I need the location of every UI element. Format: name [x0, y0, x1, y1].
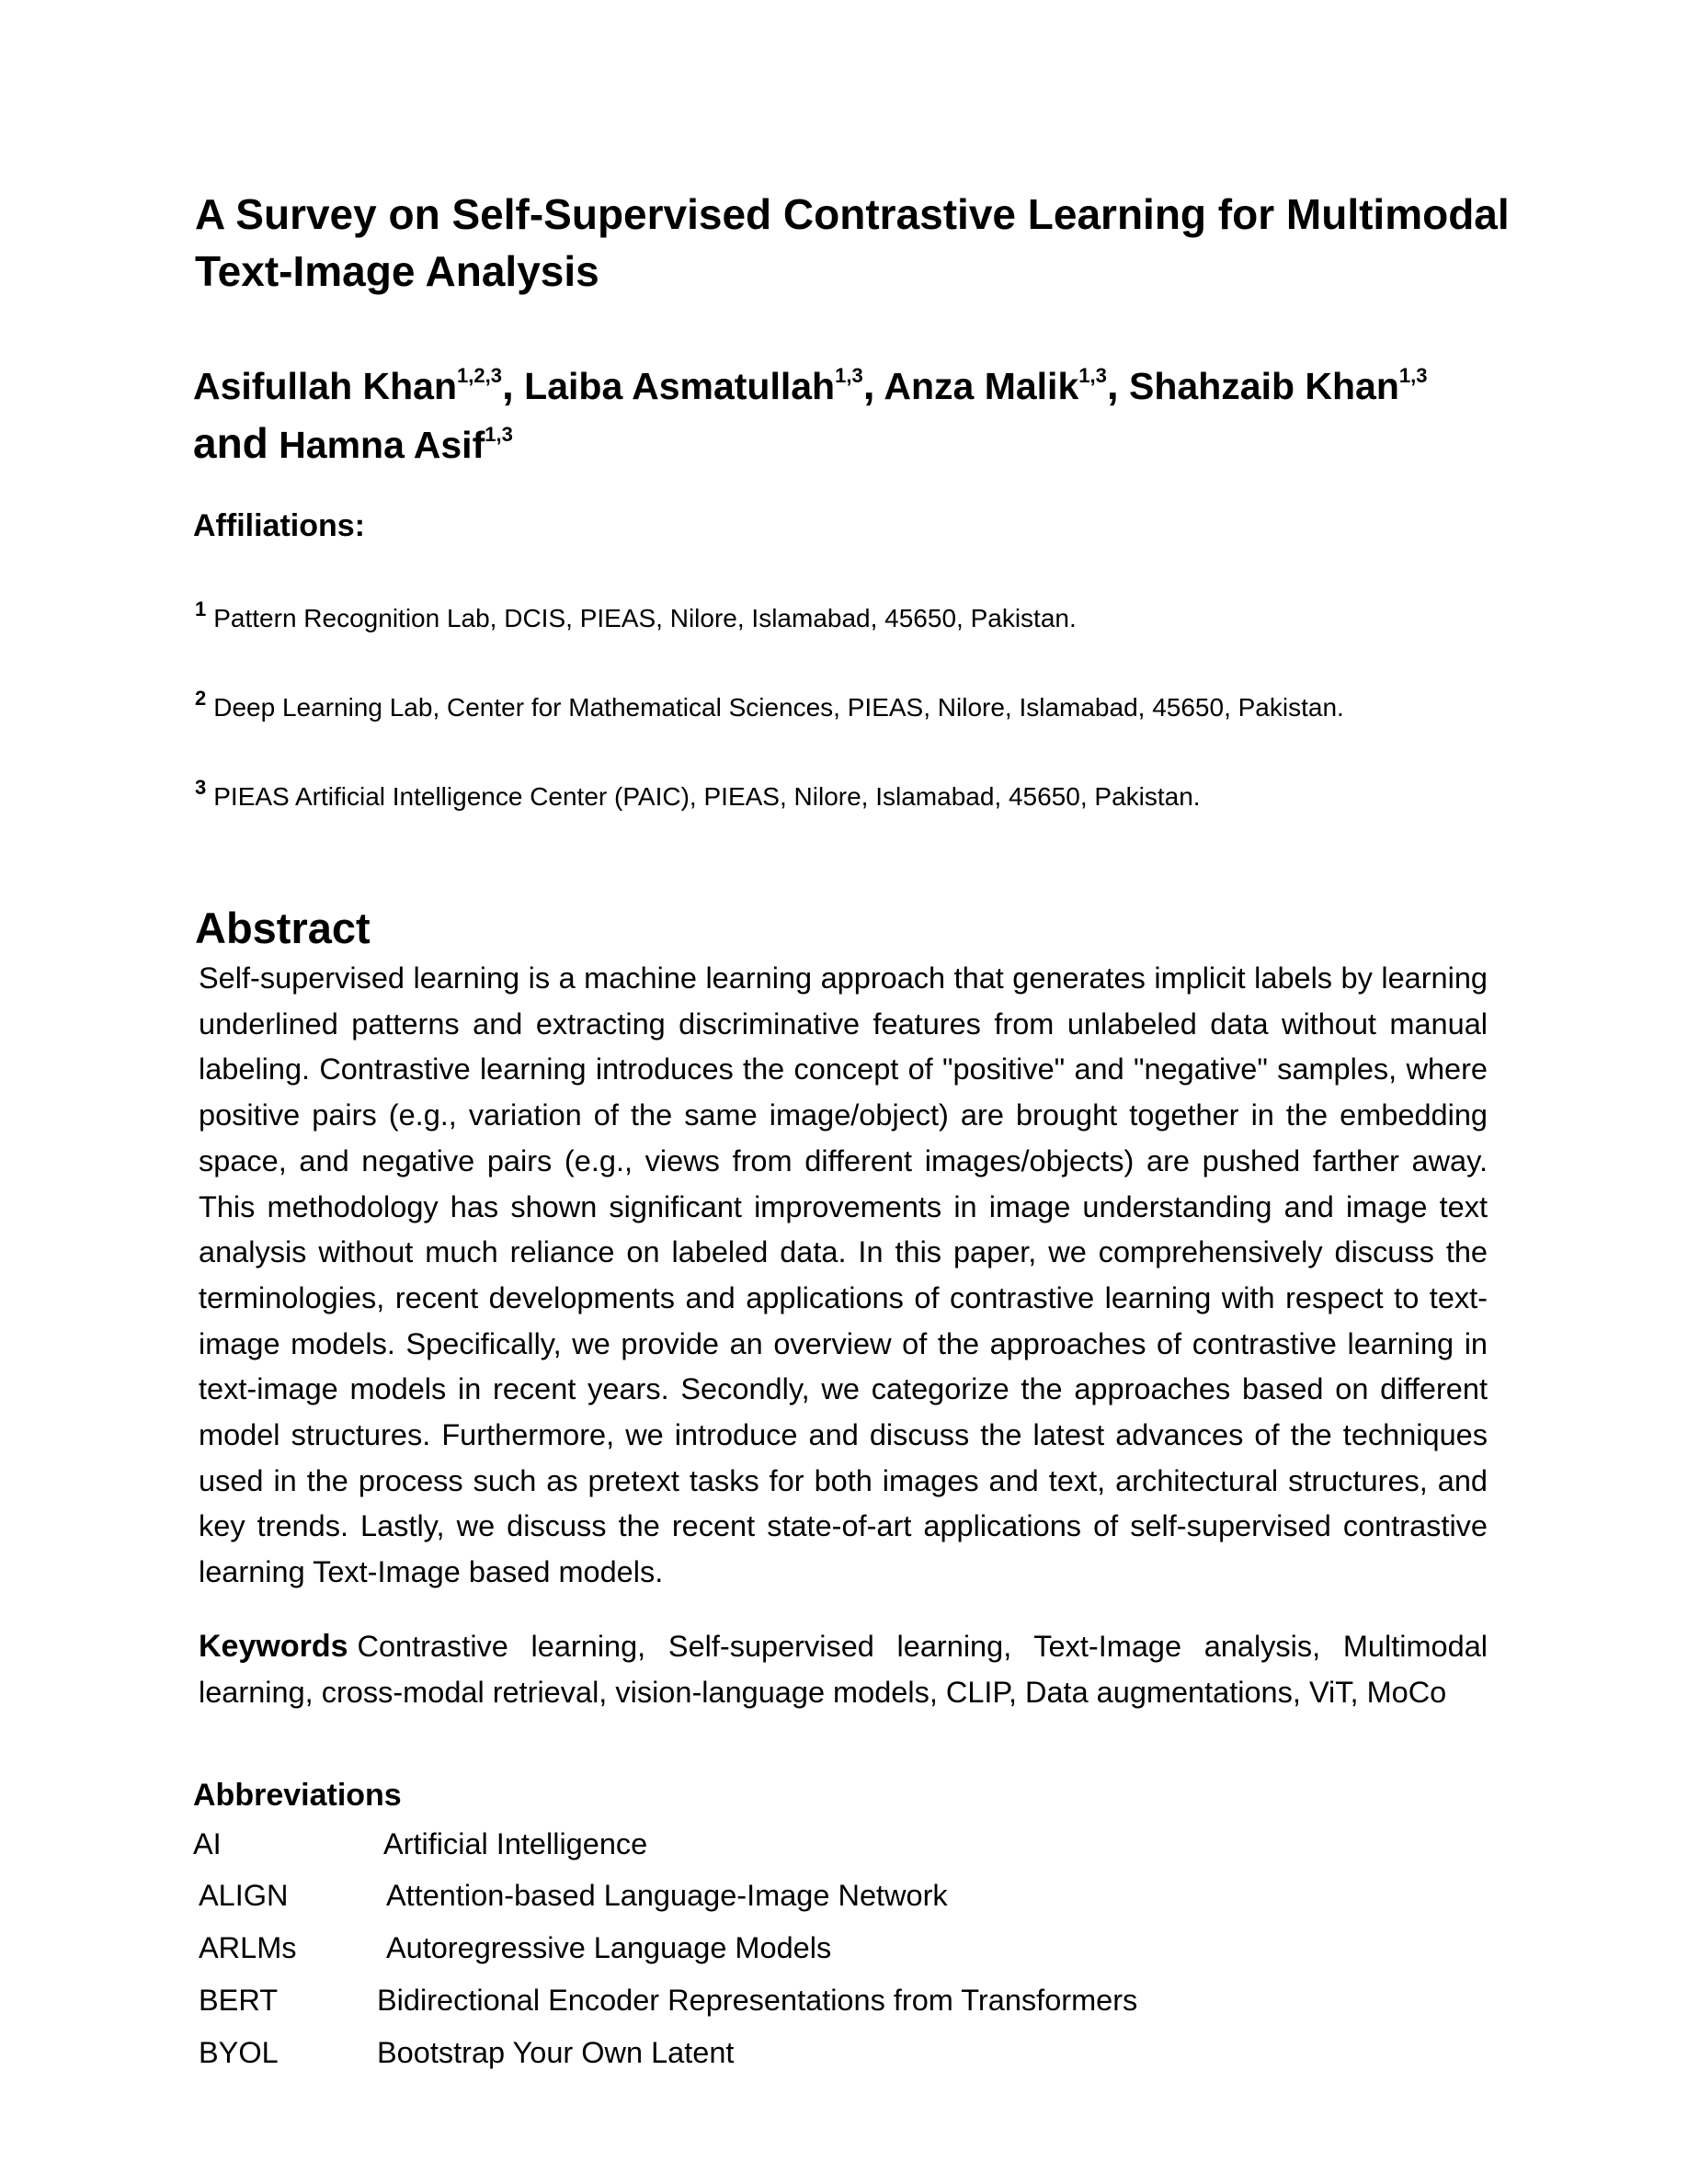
abbreviation-term: BYOL — [199, 2036, 279, 2069]
abbreviation-definition: Attention-based Language-Image Network — [386, 1879, 948, 1912]
author-separator: , — [1106, 360, 1119, 408]
author-name: Shahzaib Khan — [1129, 365, 1399, 407]
affiliation-text: Pattern Recognition Lab, DCIS, PIEAS, Nilore, Islamabad, 45650, Pakistan. — [213, 604, 1077, 632]
author-conjunction: and — [193, 419, 268, 467]
affiliations-heading: Affiliations: — [193, 508, 365, 543]
abbreviation-row — [0, 2032, 1688, 2073]
abstract-heading: Abstract — [195, 904, 371, 952]
affiliation-number: 3 — [195, 776, 207, 799]
abbreviation-term: AI — [193, 1827, 222, 1860]
abbreviation-term: ALIGN — [199, 1879, 289, 1912]
abbreviation-row — [0, 1824, 1688, 1864]
author-affiliation-marker: 1,2,3 — [457, 364, 502, 387]
keywords-paragraph — [199, 1623, 1488, 1715]
author-list — [193, 356, 1572, 473]
abbreviations-heading: Abbreviations — [193, 1778, 402, 1813]
author-affiliation-marker: 1,3 — [835, 364, 863, 387]
author-name: Laiba Asmatullah — [524, 365, 836, 407]
affiliation-number: 1 — [195, 597, 207, 620]
affiliation-item — [195, 597, 1077, 635]
affiliation-item — [195, 687, 1344, 724]
abbreviation-term: ARLMs — [199, 1931, 297, 1964]
abstract-text: Self-supervised learning is a machine learning approach that generates implicit labels by learning underlined patterns and extracting discriminative features from unlabeled data without manual labeling. Contrastive learning introduces the concept of "positive" and "negative" samples, where positive pairs (e.g., variation of the same image/object) are brought together in the embedding space, and negative pairs (e.g., views from different images/objects) are pushed farther away. This methodology has shown significant improvements in image understanding and image text analysis without much reliance on labeled data. In this paper, we comprehensively discuss the terminologies, recent developments and applications of contrastive learning with respect to text-image models. Specifically, we provide an overview of the approaches of contrastive learning in text-image models in recent years. Secondly, we categorize the approaches based on different model structures. Furthermore, we introduce and discuss the latest advances of the techniques used in the process such as pretext tasks for both images and text, architectural structures, and key trends. Lastly, we discuss the recent state-of-art applications of self-supervised contrastive learning Text-Image based models. — [199, 961, 1488, 1589]
author-name: Asifullah Khan — [193, 365, 458, 407]
abbreviation-definition: Bootstrap Your Own Latent — [377, 2036, 735, 2069]
affiliation-text: Deep Learning Lab, Center for Mathematical Sciences, PIEAS, Nilore, Islamabad, 45650, Pakistan. — [213, 693, 1344, 722]
affiliation-item — [195, 776, 1201, 813]
abbreviation-definition: Bidirectional Encoder Representations from Transformers — [377, 1984, 1138, 2017]
author-affiliation-marker: 1,3 — [1398, 364, 1428, 387]
author-separator: , — [862, 360, 875, 408]
keywords-text: Contrastive learning, Self-supervised learning, Text-Image analysis, Multimodal learning, cross-modal retrieval, vision-language models, CLIP, Data augmentations, ViT, MoCo — [199, 1630, 1488, 1709]
abbreviation-row — [0, 1928, 1688, 1968]
abbreviation-definition: Artificial Intelligence — [383, 1827, 648, 1860]
author-separator: , — [501, 360, 514, 408]
author-affiliation-marker: 1,3 — [485, 423, 513, 446]
author-affiliation-marker: 1,3 — [1078, 364, 1107, 387]
abbreviation-row — [0, 1980, 1688, 2020]
abbreviation-definition: Autoregressive Language Models — [386, 1931, 832, 1964]
abbreviation-row — [0, 1875, 1688, 1916]
affiliation-text: PIEAS Artificial Intelligence Center (PAIC), PIEAS, Nilore, Islamabad, 45650, Pakistan. — [213, 782, 1201, 811]
author-name: Anza Malik — [884, 365, 1079, 407]
author-name: Hamna Asif — [279, 424, 485, 466]
abbreviation-term: BERT — [199, 1984, 279, 2017]
keywords-label: Keywords — [199, 1629, 348, 1664]
affiliation-number: 2 — [195, 687, 207, 710]
paper-title: A Survey on Self-Supervised Contrastive Learning for Multimodal Text-Image Analysis — [195, 190, 1510, 295]
